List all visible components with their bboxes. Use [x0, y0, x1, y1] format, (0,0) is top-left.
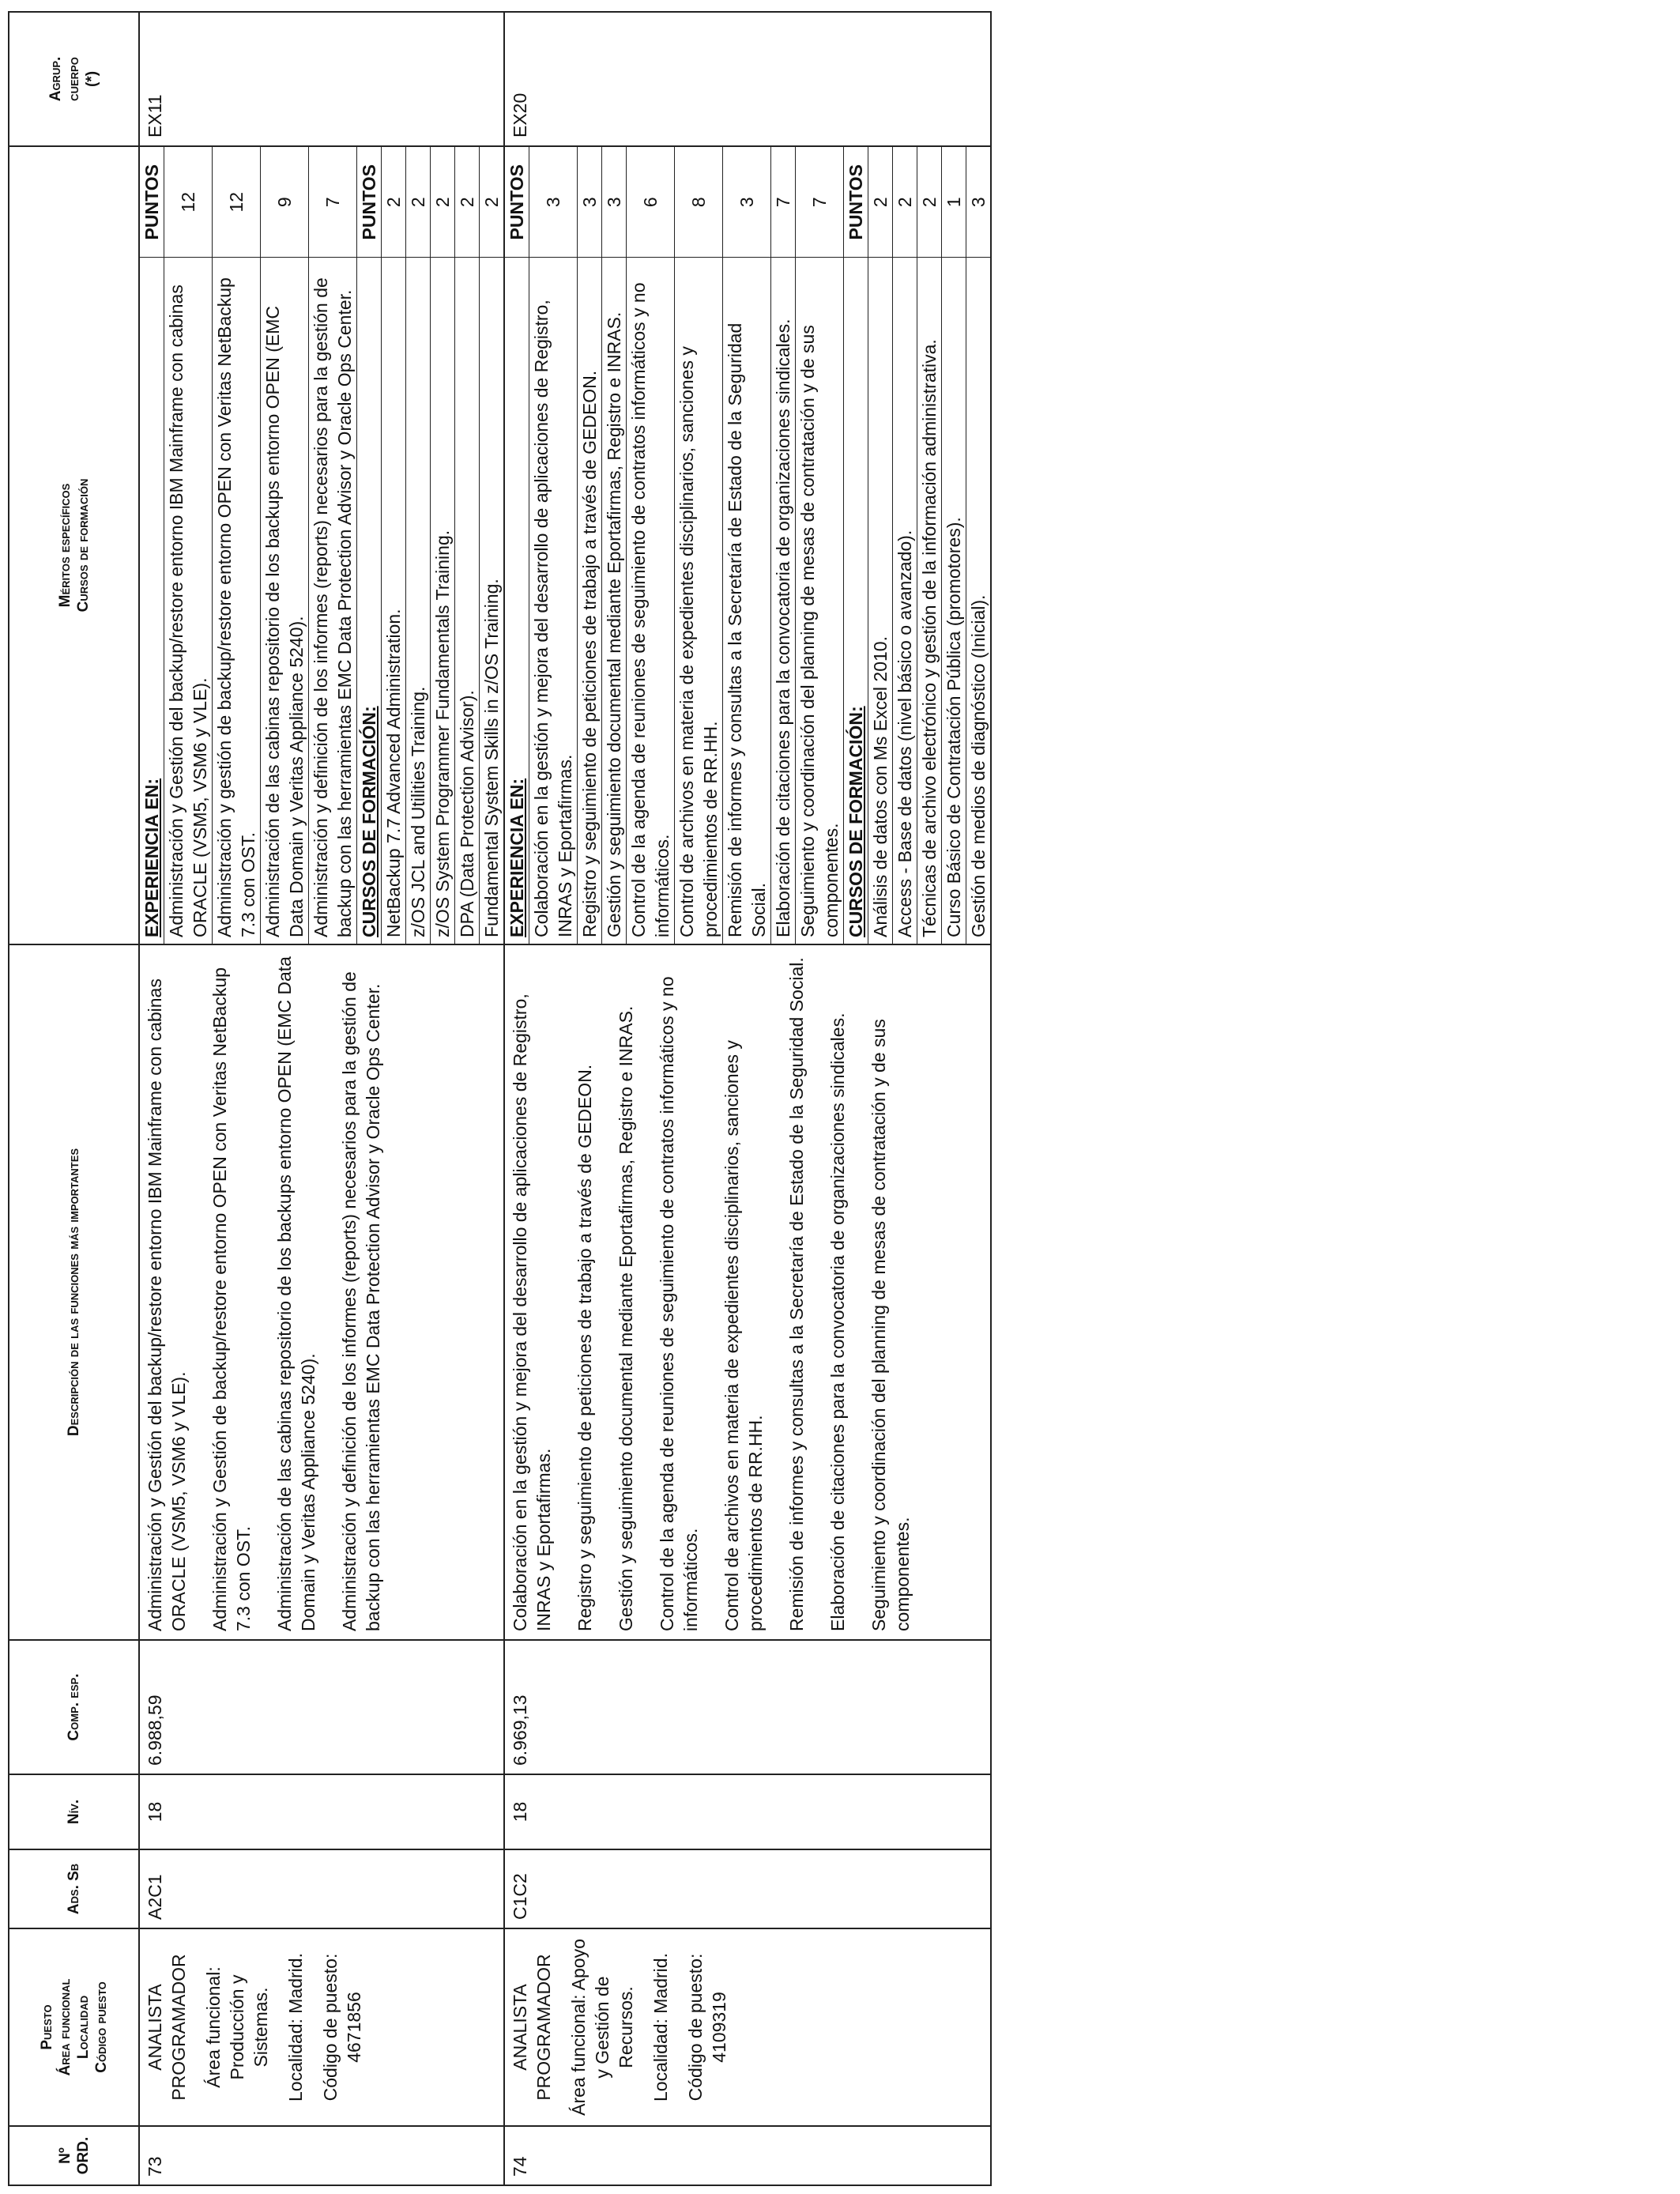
- merit-points: 6: [627, 147, 675, 258]
- merit-points: 2: [480, 147, 504, 258]
- table-row: [504, 12, 991, 2185]
- desc-item: Control de archivos en materia de expedientes disciplinarios, sanciones y procedimientos de RR.HH.: [721, 1040, 766, 1631]
- merit-text: z/OS System Programmer Fundamentals Training.: [431, 258, 455, 944]
- merit-row: [917, 147, 942, 944]
- merit-row: [942, 147, 966, 944]
- merit-points: 12: [164, 147, 213, 258]
- merit-row: [382, 147, 406, 944]
- ads-cell: C1C2: [504, 1849, 991, 1928]
- comp-cell: 6.969,13: [504, 1640, 991, 1774]
- merit-header: EXPERIENCIA EN:: [140, 258, 164, 944]
- merit-text: Access - Base de datos (nivel básico o avanzado).: [893, 258, 917, 944]
- meritos-cell: [139, 146, 504, 944]
- header-comp: Comp. esp.: [9, 1640, 139, 1774]
- merit-text: Técnicas de archivo electrónico y gestión de la información administrativa.: [917, 258, 942, 944]
- merit-points: 7: [771, 147, 796, 258]
- ord-cell: 74: [504, 2126, 991, 2185]
- ord-cell: 73: [139, 2126, 504, 2185]
- puesto-localidad: Localidad: Madrid.: [285, 1953, 306, 2102]
- niv-cell: 18: [139, 1774, 504, 1849]
- merit-row: [309, 147, 357, 944]
- header-agrup-line: (*): [84, 70, 100, 88]
- merit-points: 3: [966, 147, 991, 258]
- merit-points: 9: [261, 147, 309, 258]
- merit-points: 8: [675, 147, 723, 258]
- agrup-cell: EX20: [504, 12, 991, 146]
- merit-row: [505, 147, 529, 944]
- header-agrup-line: Agrup.: [47, 56, 64, 102]
- merit-points-header: PUNTOS: [357, 147, 382, 258]
- merit-row: [140, 147, 164, 944]
- merit-row: [480, 147, 504, 944]
- merit-row: [966, 147, 991, 944]
- merit-row: [164, 147, 213, 944]
- merit-row: [627, 147, 675, 944]
- merit-text: Gestión y seguimiento documental mediante Eportafirmas, Registro e INRAS.: [602, 258, 627, 944]
- puesto-area: Área funcional: Producción y Sistemas.: [203, 1966, 271, 2088]
- merit-text: DPA (Data Protection Advisor).: [455, 258, 480, 944]
- puesto-localidad: Localidad: Madrid.: [650, 1953, 671, 2102]
- header-niv: Nív.: [9, 1774, 139, 1849]
- header-meritos: [9, 146, 139, 944]
- merit-text: Administración y gestión de backup/restore entorno OPEN con Veritas NetBackup 7.3 con OST.: [213, 258, 261, 944]
- merit-points: 2: [382, 147, 406, 258]
- header-agrup: [9, 12, 139, 146]
- merit-points: 2: [893, 147, 917, 258]
- comp-cell: 6.988,59: [139, 1640, 504, 1774]
- merit-text: Registro y seguimiento de peticiones de trabajo a través de GEDEON.: [578, 258, 602, 944]
- merit-points: 2: [406, 147, 431, 258]
- merit-row: [675, 147, 723, 944]
- merit-header: CURSOS DE FORMACIÓN:: [357, 258, 382, 944]
- merit-row: [796, 147, 844, 944]
- merit-row: [406, 147, 431, 944]
- desc-item: Colaboración en la gestión y mejora del desarrollo de aplicaciones de Registro, INRAS y Eportafirmas.: [510, 993, 554, 1631]
- desc-item: Administración de las cabinas repositorio de los backups entorno OPEN (EMC Data Domain y Veritas Appliance 5240).: [274, 956, 318, 1631]
- merit-points: 3: [578, 147, 602, 258]
- merit-row: [602, 147, 627, 944]
- merit-text: Remisión de informes y consultas a la Secretaría de Estado de la Seguridad Social.: [723, 258, 771, 944]
- meritos-cell: [504, 146, 991, 944]
- meritos-table: [505, 147, 990, 944]
- table-row: [139, 12, 504, 2185]
- merit-text: Control de archivos en materia de expedientes disciplinarios, sanciones y procedimientos de RR.HH.: [675, 258, 723, 944]
- merit-header: CURSOS DE FORMACIÓN:: [844, 258, 868, 944]
- rotated-page: [0, 21, 1391, 2194]
- header-desc: Descripción de las funciones más importantes: [9, 944, 139, 1640]
- merit-row: [261, 147, 309, 944]
- merit-points: 7: [796, 147, 844, 258]
- merit-points: 3: [602, 147, 627, 258]
- puesto-codigo: Código de puesto: 4109319: [685, 1953, 729, 2102]
- merit-text: Seguimiento y coordinación del planning de mesas de contratación y de sus componentes.: [796, 258, 844, 944]
- header-puesto: [9, 1928, 139, 2126]
- desc-item: Administración y Gestión de backup/restore entorno OPEN con Veritas NetBackup 7.3 con OST.: [209, 967, 254, 1631]
- header-ads: Ads. Sb: [9, 1849, 139, 1928]
- merit-text: Administración y Gestión del backup/restore entorno IBM Mainframe con cabinas ORACLE (VSM5, VSM6 y VLE).: [164, 258, 213, 944]
- agrup-cell: EX11: [139, 12, 504, 146]
- puesto-cell: [504, 1928, 991, 2126]
- puesto-title: ANALISTA PROGRAMADOR: [510, 1954, 554, 2101]
- desc-item: Administración y definición de los informes (reports) necesarios para la gestión de backup con las herramientas EMC Data Protection Advisor y Oracle Ops Center.: [339, 971, 383, 1631]
- header-meritos-line1: Méritos específicos: [56, 483, 73, 608]
- merit-text: Gestión de medios de diagnóstico (Inicial).: [966, 258, 991, 944]
- merit-row: [723, 147, 771, 944]
- header-puesto-line: Código puesto: [92, 1981, 110, 2073]
- merit-points: 2: [868, 147, 893, 258]
- desc-cell: [139, 944, 504, 1640]
- merit-points: 3: [529, 147, 578, 258]
- merit-text: Elaboración de citaciones para la convocatoria de organizaciones sindicales.: [771, 258, 796, 944]
- desc-item: Gestión y seguimiento documental mediante Eportafirmas, Registro e INRAS.: [616, 1005, 636, 1631]
- merit-row: [357, 147, 382, 944]
- merit-text: Colaboración en la gestión y mejora del desarrollo de aplicaciones de Registro, INRAS y Eportafirmas.: [529, 258, 578, 944]
- merit-text: Control de la agenda de reuniones de seguimiento de contratos informáticos y no informáticos.: [627, 258, 675, 944]
- merit-row: [431, 147, 455, 944]
- puesto-title: ANALISTA PROGRAMADOR: [145, 1954, 189, 2101]
- merit-row: [578, 147, 602, 944]
- merit-row: [529, 147, 578, 944]
- merit-points: 1: [942, 147, 966, 258]
- header-puesto-line: Área funcional: [56, 1978, 73, 2076]
- merit-text: Fundamental System Skills in z/OS Training.: [480, 258, 504, 944]
- merit-row: [844, 147, 868, 944]
- desc-item: Seguimiento y coordinación del planning de mesas de contratación y de sus componentes.: [868, 1019, 913, 1631]
- merit-text: NetBackup 7.7 Advanced Administration.: [382, 258, 406, 944]
- merit-text: Análisis de datos con Ms Excel 2010.: [868, 258, 893, 944]
- merit-row: [893, 147, 917, 944]
- merit-points: 3: [723, 147, 771, 258]
- merit-points: 2: [917, 147, 942, 258]
- puesto-cell: [139, 1928, 504, 2126]
- desc-cell: [504, 944, 991, 1640]
- merit-row: [213, 147, 261, 944]
- merit-points: 12: [213, 147, 261, 258]
- ads-cell: A2C1: [139, 1849, 504, 1928]
- desc-item: Remisión de informes y consultas a la Secretaría de Estado de la Seguridad Social.: [786, 957, 807, 1631]
- desc-item: Registro y seguimiento de peticiones de trabajo a través de GEDEON.: [574, 1064, 595, 1631]
- header-puesto-line: Puesto: [38, 2004, 55, 2050]
- header-agrup-line: cuerpo: [66, 57, 82, 101]
- merit-row: [771, 147, 796, 944]
- merit-row: [868, 147, 893, 944]
- merit-header: EXPERIENCIA EN:: [505, 258, 529, 944]
- merit-row: [455, 147, 480, 944]
- header-row: [9, 12, 139, 2185]
- desc-item: Administración y Gestión del backup/restore entorno IBM Mainframe con cabinas ORACLE (VSM5, VSM6 y VLE).: [145, 978, 189, 1631]
- niv-cell: 18: [504, 1774, 991, 1849]
- merit-text: Curso Básico de Contratación Pública (promotores).: [942, 258, 966, 944]
- merit-points: 2: [455, 147, 480, 258]
- puesto-codigo: Código de puesto: 4671856: [320, 1953, 364, 2102]
- merit-points-header: PUNTOS: [140, 147, 164, 258]
- merit-points: 7: [309, 147, 357, 258]
- header-meritos-line2: Cursos de formación: [74, 478, 92, 613]
- merit-points-header: PUNTOS: [844, 147, 868, 258]
- merit-points: 2: [431, 147, 455, 258]
- desc-item: Elaboración de citaciones para la convocatoria de organizaciones sindicales.: [827, 1012, 848, 1631]
- header-ord: Nº ORD.: [9, 2126, 139, 2185]
- desc-item: Control de la agenda de reuniones de seguimiento de contratos informáticos y no informáticos.: [657, 976, 701, 1631]
- puesto-area: Área funcional: Apoyo y Gestión de Recursos.: [568, 1939, 636, 2116]
- merit-text: Administración de las cabinas repositorio de los backups entorno OPEN (EMC Data Domain y Veritas Appliance 5240).: [261, 258, 309, 944]
- merit-points-header: PUNTOS: [505, 147, 529, 258]
- merit-text: z/OS JCL and Utilities Training.: [406, 258, 431, 944]
- positions-table: [8, 11, 992, 2186]
- header-puesto-line: Localidad: [74, 1995, 92, 2060]
- merit-text: Administración y definición de los informes (reports) necesarios para la gestión de backup con las herramientas EMC Data Protection Advisor y Oracle Ops Center.: [309, 258, 357, 944]
- meritos-table: [140, 147, 503, 944]
